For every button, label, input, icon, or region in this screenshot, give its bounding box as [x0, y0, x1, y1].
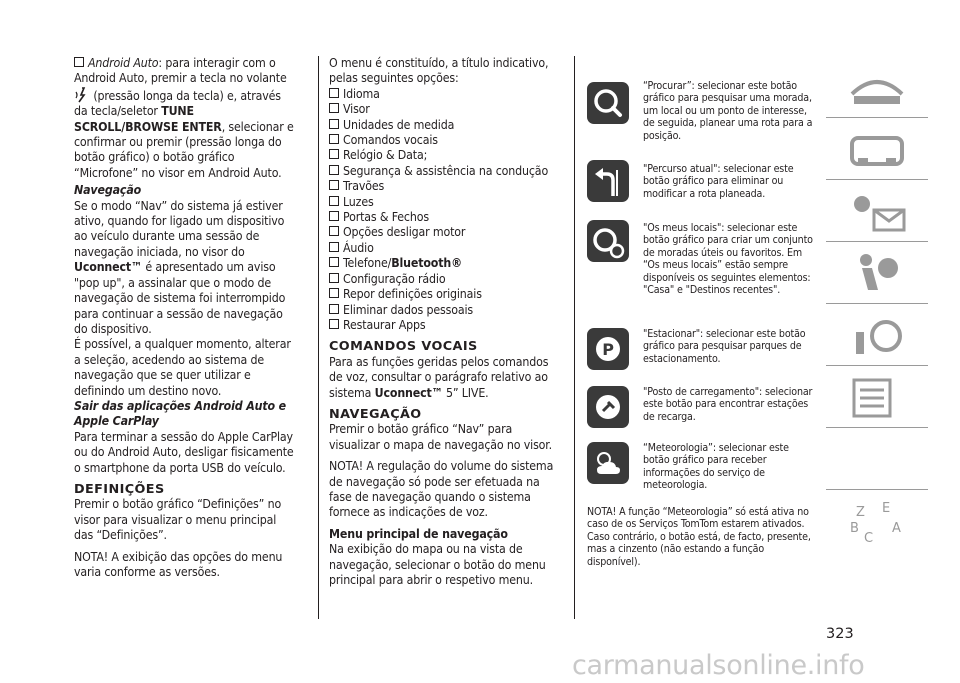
android-auto-paragraph: [74, 56, 296, 181]
definicoes-note: NOTA! A exibição das opções do menu varia conforme as versões.: [74, 549, 283, 579]
search-icon: [587, 82, 629, 124]
column-2: [329, 56, 561, 588]
list-item: Telefone/Bluetooth®: [329, 256, 561, 271]
navegacao-heading: NAVEGAÇÃO: [329, 406, 422, 422]
main-menu-paragraph: Na exibição do mapa ou na vista de navegação, selecionar o botão do menu principal para abrir o respetivo menu.: [329, 542, 546, 587]
weather-note: NOTA! A função “Meteorologia” só está ativa no caso de os Serviços TomTom estarem ativados. Caso contrário, o botão está, de facto, presente, mas a cinzento (não estando a função disponível).: [587, 506, 811, 568]
column-divider: [318, 56, 319, 619]
list-item: Luzes: [329, 195, 561, 210]
lights-icon: [842, 188, 912, 236]
tab-car[interactable]: [826, 120, 928, 180]
watermark: carmanualsonline.info: [572, 650, 865, 681]
android-auto-label: Android Auto: [88, 56, 159, 70]
list-item: Comandos vocais: [329, 133, 561, 148]
svg-text:A: A: [892, 521, 901, 536]
list-item: Relógio & Data;: [329, 148, 561, 163]
list-item: Configuração rádio: [329, 272, 561, 287]
tab-airbag[interactable]: [826, 244, 928, 304]
car-dashboard-icon: [842, 64, 912, 112]
svg-text:E: E: [882, 501, 891, 516]
list-item: Idioma: [329, 87, 561, 102]
feature-text: “Procurar”: selecionar este botão gráfico para pesquisar uma morada, um local ou um ponto de interesse, de seguida, planear uma rota para a posição.: [643, 80, 813, 142]
multimedia-icon: [842, 436, 912, 484]
airbag-icon: [842, 250, 912, 298]
index-icon: [842, 498, 912, 546]
column-1: [74, 56, 296, 580]
android-auto-text: : para interagir com o Android Auto, premir a tecla no volante: [74, 56, 287, 86]
list-item: Visor: [329, 102, 561, 117]
definicoes-paragraph: Premir o botão gráfico “Definições” no visor para visualizar o menu principal das “Definições”.: [74, 497, 282, 543]
list-item: Repor definições originais: [329, 287, 561, 302]
tune-scroll-key: TUNE SCROLL/BROWSE ENTER: [74, 104, 222, 134]
feature-text: "Percurso atual": selecionar este botão gráfico para eliminar ou modificar a rota planeada.: [643, 163, 794, 200]
definicoes-heading: DEFINIÇÕES: [74, 481, 165, 497]
svg-text:P: P: [602, 340, 614, 359]
settings-menu-list: [329, 87, 561, 334]
tab-dashboard[interactable]: [826, 58, 928, 118]
feature-text: "Os meus locais": selecionar este botão gráfico para criar um conjunto de moradas úteis ou favoritos. Em “Os meus locais” estão sempre disponíveis os seguintes elementos: "Casa" e "Destinos recentes".: [643, 222, 813, 297]
list-item: Áudio: [329, 241, 561, 256]
service-checklist-icon: [842, 374, 912, 422]
main-menu-heading: Menu principal de navegação: [329, 526, 508, 541]
tab-multimedia[interactable]: [826, 430, 928, 490]
list-item: Opções desligar motor: [329, 225, 561, 240]
android-auto-text-2: (pressão longa da tecla) e, através da tecla/seletor: [74, 88, 281, 119]
exit-apps-subheading: Sair das aplicações Android Auto e Apple CarPlay: [74, 398, 286, 429]
feature-text: "Estacionar": selecionar este botão gráfico para pesquisar parques de estacionamento.: [643, 328, 806, 365]
weather-icon: [587, 442, 629, 484]
list-item: Restaurar Apps: [329, 318, 561, 333]
android-auto-text-3: , selecionar e confirmar ou premir (pressão longa do botão gráfico) o botão gráfico “Microfone” no visor em Android Auto.: [74, 119, 294, 180]
parking-icon: [587, 328, 629, 370]
voice-command-icon: [74, 87, 90, 103]
list-item: Segurança & assistência na condução: [329, 164, 561, 179]
navegacao-subheading: Navegação: [74, 183, 142, 198]
navegacao-note: NOTA! A regulação do volume do sistema de navegação só pode ser efetuada na fase de navegação quando o sistema fornece as indicações de voz.: [329, 459, 554, 520]
menu-intro: O menu é constituído, a título indicativo, pelas seguintes opções:: [329, 56, 549, 86]
comandos-vocais-heading: COMANDOS VOCAIS: [329, 339, 478, 355]
bullet-square-icon: [74, 57, 84, 67]
svg-text:B: B: [850, 521, 859, 536]
tab-maintenance[interactable]: [826, 306, 928, 366]
charging-icon: [587, 386, 629, 428]
nav-paragraph-2: É possível, a qualquer momento, alterar a seleção, acedendo ao sistema de navegação que se quer utilizar e definindo um destino novo.: [74, 337, 291, 398]
tab-lights[interactable]: [826, 182, 928, 242]
nav-paragraph-1: Se o modo “Nav” do sistema já estiver ativo, quando for ligado um dispositivo ao veículo durante uma sessão de navegação iniciada, no visor do Uconnect™ é apresentado um aviso "pop up", a assinalar que o modo de navegação de sistema foi interrompido para continuar a sessão de navegação do dispositivo.: [74, 198, 286, 336]
route-icon: [587, 160, 629, 202]
tab-service[interactable]: [826, 368, 928, 428]
column-divider: [574, 56, 575, 619]
navegacao-paragraph: Premir o botão gráfico “Nav” para visualizar o mapa de navegação no visor.: [329, 422, 552, 452]
list-item: Portas & Fechos: [329, 210, 561, 225]
comandos-vocais-paragraph: Para as funções geridas pelos comandos de voz, consultar o parágrafo relativo ao sistema Uconnect™ 5” LIVE.: [329, 354, 549, 400]
list-item: Travões: [329, 179, 561, 194]
svg-text:Z: Z: [856, 505, 865, 520]
exit-apps-paragraph: Para terminar a sessão do Apple CarPlay ou do Android Auto, desligar fisicamente o smartphone da porta USB do veículo.: [74, 429, 294, 475]
tab-index[interactable]: [826, 492, 928, 552]
maintenance-icon: [842, 312, 912, 360]
feature-text: “Meteorologia”: selecionar este botão gráfico para receber informações do serviço de meteorologia.: [643, 442, 789, 492]
car-front-icon: [842, 126, 912, 174]
list-item: Eliminar dados pessoais: [329, 303, 561, 318]
svg-text:C: C: [864, 531, 874, 546]
list-item: Unidades de medida: [329, 118, 561, 133]
my-places-icon: [587, 220, 629, 262]
feature-text: "Posto de carregamento": selecionar este botão para encontrar estações de recarga.: [643, 386, 813, 423]
page-number: 323: [826, 626, 854, 642]
